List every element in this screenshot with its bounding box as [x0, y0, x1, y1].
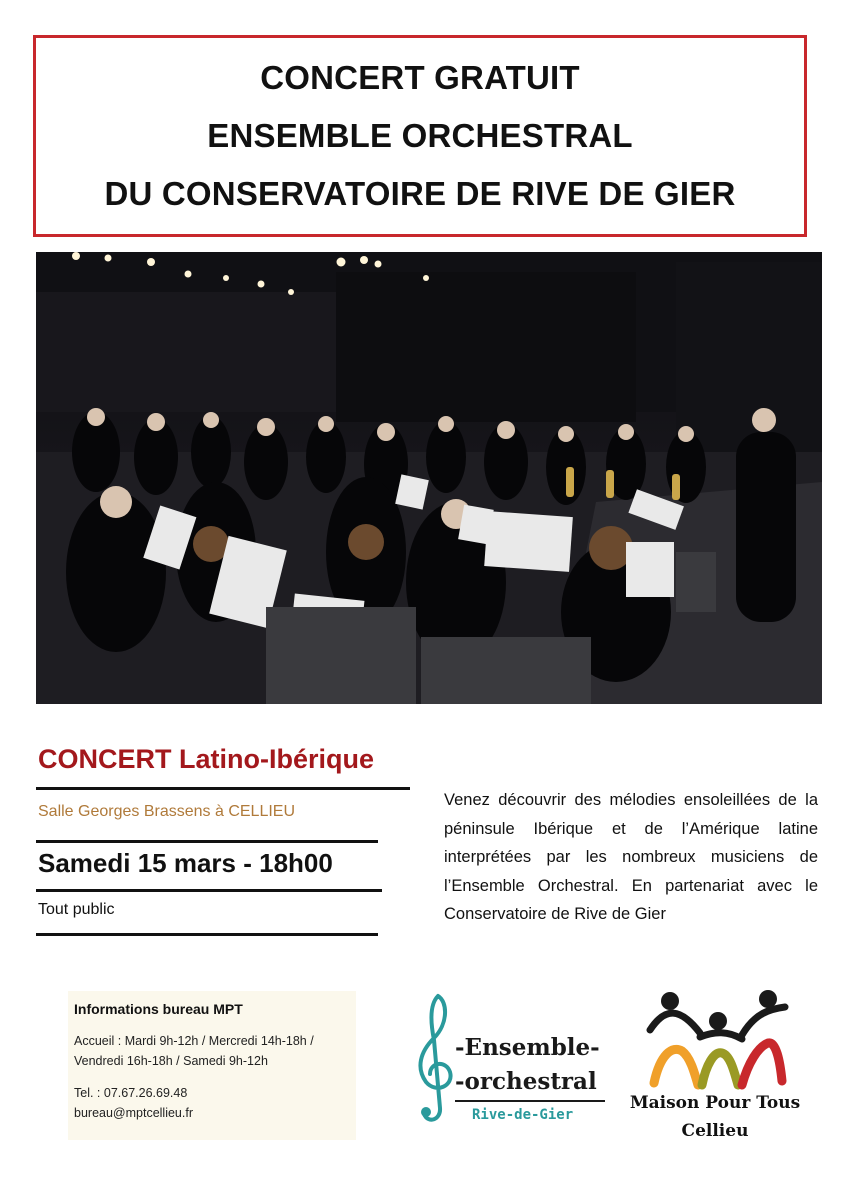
audience-text: Tout public	[38, 901, 115, 918]
mpt-logo-city: Cellieu	[681, 1121, 749, 1141]
orchestra-photo	[36, 252, 822, 704]
ensemble-logo-line2: -orchestral	[455, 1068, 597, 1095]
description-text: Venez découvrir des mélodies ensoleillées de la péninsule Ibérique et de l’Amérique latine interprétées par les nombreux musiciens de l’Ensemble Orchestral. En partenariat avec le Conservatoire de Rive de Gier	[444, 791, 818, 923]
info-title: Informations bureau MPT	[74, 1001, 243, 1017]
title-line-3: DU CONSERVATOIRE DE RIVE DE GIER	[104, 175, 736, 212]
divider-1	[36, 787, 410, 790]
event-date: Samedi 15 mars - 18h00	[38, 848, 333, 878]
mpt-logo-name: Maison Pour Tous	[629, 1093, 801, 1113]
divider-2	[36, 840, 378, 843]
title-box	[33, 35, 807, 237]
treble-clef-icon	[410, 990, 460, 1130]
title-line-1: CONCERT GRATUIT	[260, 59, 580, 96]
title-line-2: ENSEMBLE ORCHESTRAL	[207, 117, 633, 154]
ensemble-logo-line1: -Ensemble-	[455, 1034, 600, 1061]
concert-title: CONCERT Latino-Ibérique	[38, 744, 374, 774]
maison-pour-tous-logo	[620, 985, 810, 1150]
info-box	[68, 991, 356, 1140]
info-email: bureau@mptcellieu.fr	[74, 1106, 193, 1120]
info-hours-1: Accueil : Mardi 9h-12h / Mercredi 14h-18h /	[74, 1034, 314, 1048]
info-hours-2: Vendredi 16h-18h / Samedi 9h-12h	[74, 1054, 268, 1068]
info-phone: Tel. : 07.67.26.69.48	[74, 1086, 188, 1100]
ensemble-logo-subtitle: Rive-de-Gier	[472, 1107, 574, 1123]
venue-text: Salle Georges Brassens à CELLIEU	[38, 803, 296, 820]
divider-3	[36, 889, 382, 892]
divider-4	[36, 933, 378, 936]
dancing-figures-icon	[620, 985, 810, 1095]
ensemble-orchestral-logo	[410, 990, 620, 1130]
